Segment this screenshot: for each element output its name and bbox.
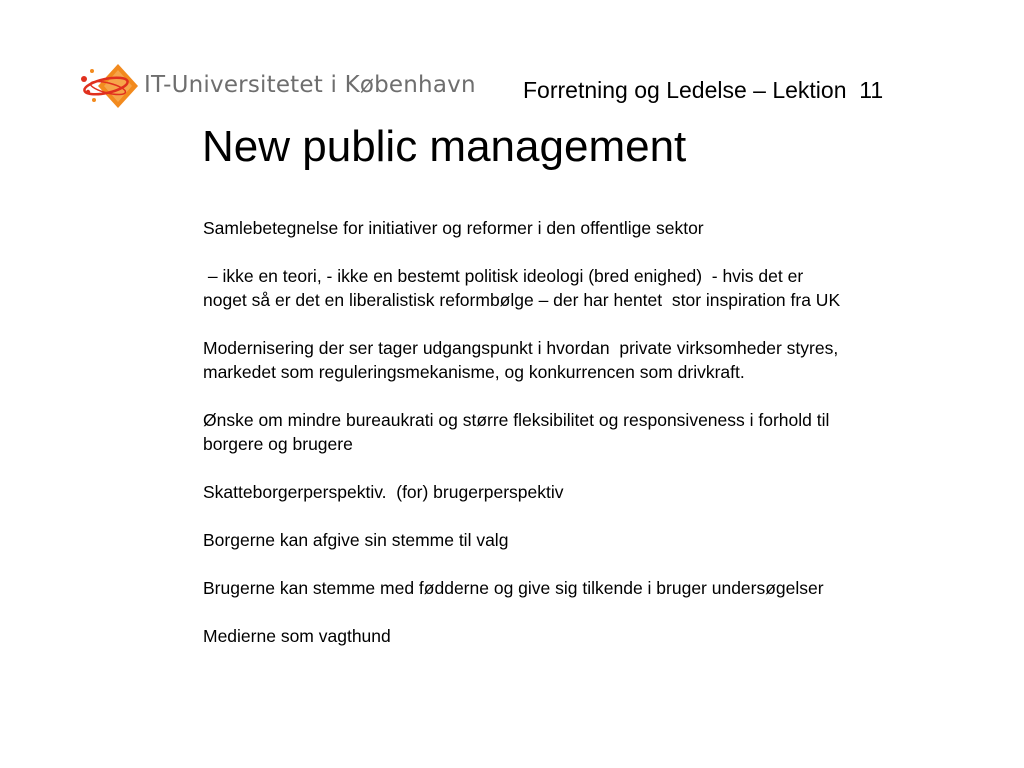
itu-logo-icon: [78, 62, 140, 112]
course-title: Forretning og Ledelse – Lektion 11: [523, 77, 884, 103]
page-title: New public management: [202, 122, 687, 171]
paragraph: Skatteborgerperspektiv. (for) brugerperspektiv: [203, 482, 564, 502]
paragraph: Medierne som vagthund: [203, 626, 391, 646]
itu-logo: [78, 62, 498, 112]
paragraph: Samlebetegnelse for initiativer og reformer i den offentlige sektor: [203, 218, 704, 238]
logo-text: IT-Universitetet i København: [144, 72, 476, 98]
paragraph: Brugerne kan stemme med fødderne og give sig tilkende i bruger undersøgelser: [203, 578, 824, 598]
paragraph: – ikke en teori, - ikke en bestemt politisk ideologi (bred enighed) - hvis det er noget så er det en liberalistisk reformbølge – der har hentet stor inspiration fra UK: [203, 266, 841, 310]
paragraph: Modernisering der ser tager udgangspunkt i hvordan private virksomheder styres, markedet som reguleringsmekanisme, og konkurrencen som drivkraft.: [203, 338, 844, 382]
paragraph: Borgerne kan afgive sin stemme til valg: [203, 530, 509, 550]
slide-body: [203, 216, 843, 672]
paragraph: Ønske om mindre bureaukrati og større fleksibilitet og responsiveness i forhold til borgere og brugere: [203, 410, 835, 454]
